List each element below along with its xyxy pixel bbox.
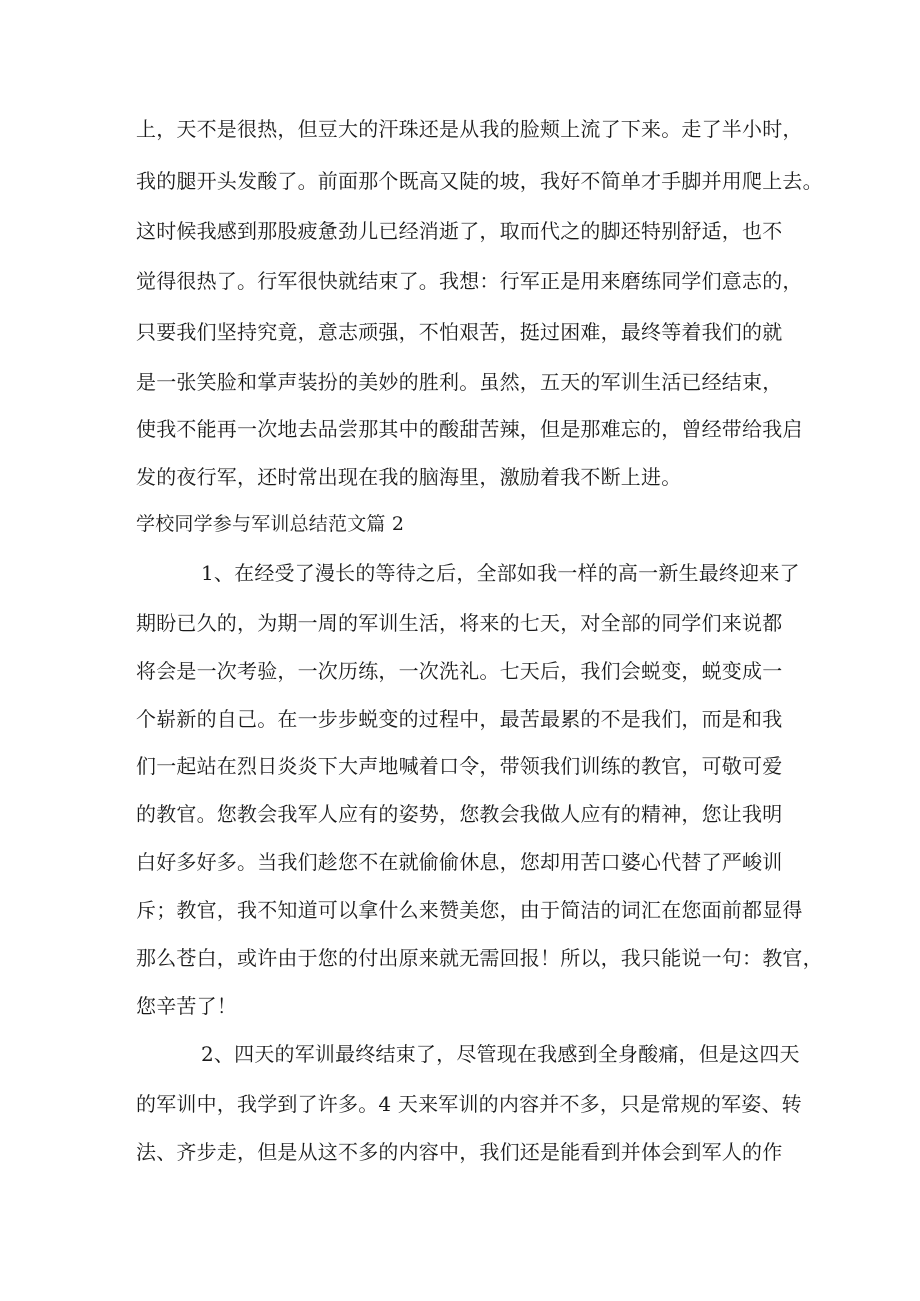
paragraph-line: 那么苍白，或许由于您的付出原来就无需回报！所以，我只能说一句：教官， [136,946,823,970]
paragraph-line: 这时候我感到那股疲惫劲儿已经消逝了，取而代之的脚还特别舒适，也不 [136,219,783,243]
paragraph-line: 期盼已久的，为期一周的军训生活，将来的七天，对全部的同学们来说都 [136,611,783,635]
paragraph-line: 我的腿开头发酸了。前面那个既高又陡的坡，我好不简单才手脚并用爬上去。 [136,169,823,193]
section-heading: 学校同学参与军训总结范文篇 2 [136,513,405,535]
paragraph-line: 2、四天的军训最终结束了，尽管现在我感到全身酸痛，但是这四天 [201,1042,800,1066]
paragraph-line: 斥；教官，我不知道可以拿什么来赞美您，由于简洁的词汇在您面前都显得 [136,898,803,922]
paragraph-line: 们一起站在烈日炎炎下大声地喊着口令，带领我们训练的教官，可敬可爱 [136,754,783,778]
paragraph-line: 法、齐步走，但是从这不多的内容中，我们还是能看到并体会到军人的作 [136,1140,783,1164]
paragraph-line: 的军训中，我学到了许多。4 天来军训的内容并不多，只是常规的军姿、转 [136,1092,802,1116]
paragraph-line: 的教官。您教会我军人应有的姿势，您教会我做人应有的精神，您让我明 [136,802,783,826]
paragraph-line: 您辛苦了！ [136,994,237,1018]
paragraph-line: 1、在经受了漫长的等待之后，全部如我一样的高一新生最终迎来了 [201,561,800,585]
paragraph-line: 发的夜行军，还时常出现在我的脑海里，激励着我不断上进。 [136,465,682,489]
paragraph-line: 个崭新的自己。在一步步蜕变的过程中，最苦最累的不是我们，而是和我 [136,707,783,731]
paragraph-line: 觉得很热了。行军很快就结束了。我想：行军正是用来磨练同学们意志的， [136,269,803,293]
paragraph-line: 上，天不是很热，但豆大的汗珠还是从我的脸颊上流了下来。走了半小时， [136,117,803,141]
paragraph-line: 是一张笑脸和掌声装扮的美妙的胜利。虽然，五天的军训生活已经结束， [136,370,783,394]
paragraph-line: 白好多好多。当我们趁您不在就偷偷休息，您却用苦口婆心代替了严峻训 [136,850,783,874]
paragraph-line: 使我不能再一次地去品尝那其中的酸甜苦辣，但是那难忘的，曾经带给我启 [136,417,803,441]
paragraph-line: 只要我们坚持究竟，意志顽强，不怕艰苦，挺过困难，最终等着我们的就 [136,320,783,344]
paragraph-line: 将会是一次考验，一次历练，一次洗礼。七天后，我们会蜕变，蜕变成一 [136,659,783,683]
